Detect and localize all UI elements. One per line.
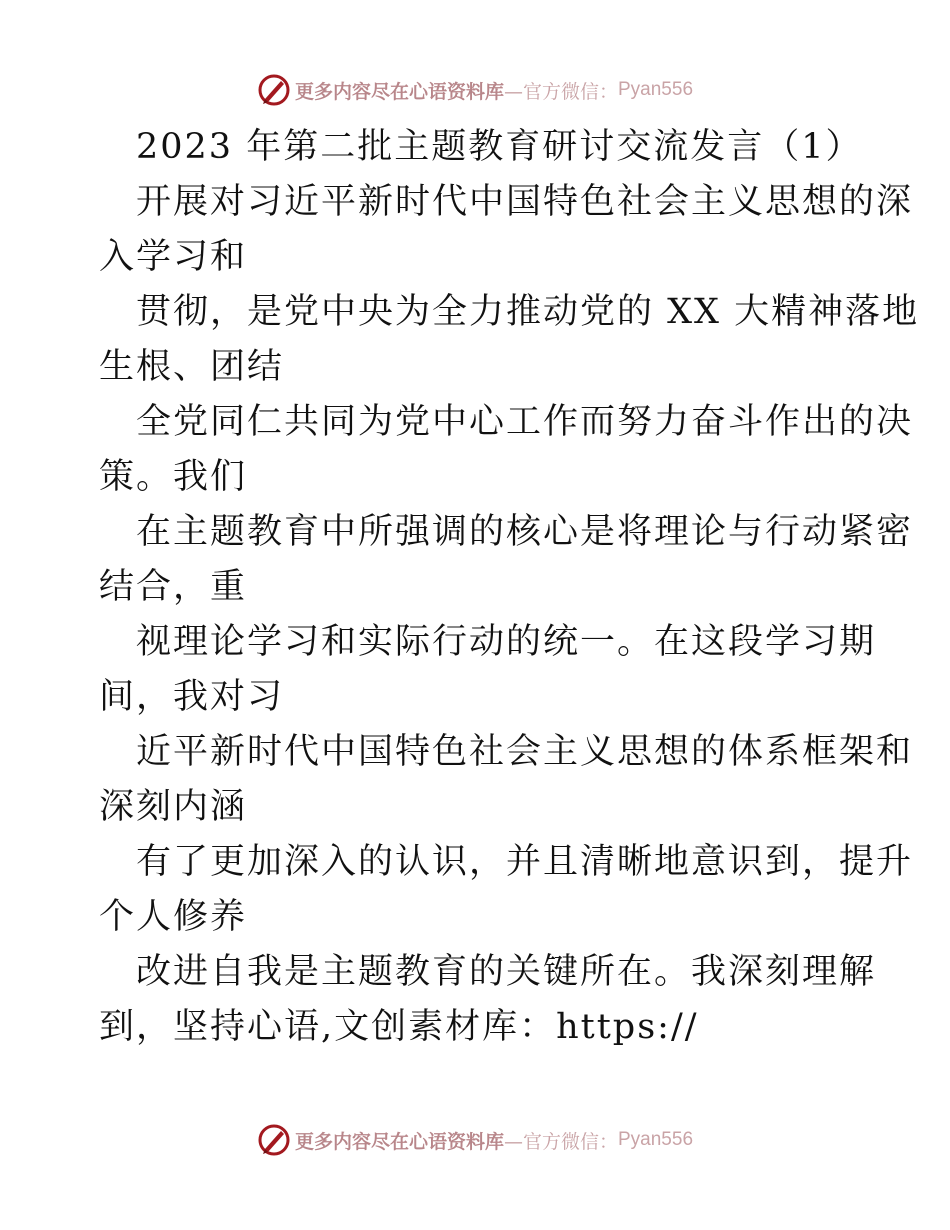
paragraph-line: 个人修养 — [99, 897, 248, 937]
paragraph-line: 策。我们 — [99, 457, 248, 497]
paragraph-line: 深刻内涵 — [99, 787, 248, 827]
banner-sub-text: —官方微信： — [503, 1130, 618, 1153]
paragraph-line: 间，我对习 — [99, 677, 285, 717]
pen-logo-icon — [257, 1123, 291, 1157]
pen-logo-icon — [257, 73, 291, 107]
banner-main-text: 更多内容尽在心语资料库 — [294, 1130, 504, 1153]
paragraph-line: 近平新时代中国特色社会主义思想的体系框架和 — [136, 732, 914, 772]
paragraph-line: 到，坚持心语,文创素材库：https:// — [99, 1007, 699, 1047]
banner-handle: Pyan556 — [618, 79, 694, 100]
paragraph-line: 结合，重 — [99, 567, 248, 607]
header-banner — [0, 70, 950, 110]
paragraph-line: 在主题教育中所强调的核心是将理论与行动紧密 — [136, 512, 914, 552]
paragraph-line: 开展对习近平新时代中国特色社会主义思想的深 — [136, 182, 914, 222]
paragraph-line: 改进自我是主题教育的关键所在。我深刻理解 — [136, 952, 877, 992]
paragraph-line: 生根、团结 — [99, 347, 285, 387]
paragraph-line: 视理论学习和实际行动的统一。在这段学习期 — [136, 622, 877, 662]
footer-banner — [0, 1120, 950, 1160]
banner-handle: Pyan556 — [618, 1129, 694, 1150]
paragraph-line: 有了更加深入的认识，并且清晰地意识到，提升 — [136, 842, 914, 882]
paragraph-line: 贯彻，是党中央为全力推动党的 XX 大精神落地 — [136, 292, 920, 332]
paragraph-line: 全党同仁共同为党中心工作而努力奋斗作出的决 — [136, 402, 914, 442]
banner-main-text: 更多内容尽在心语资料库 — [294, 80, 504, 103]
paragraph-line: 入学习和 — [99, 237, 248, 277]
document-body — [99, 120, 920, 1055]
banner-sub-text: —官方微信： — [503, 80, 618, 103]
document-title: 2023 年第二批主题教育研讨交流发言（1） — [136, 127, 863, 167]
